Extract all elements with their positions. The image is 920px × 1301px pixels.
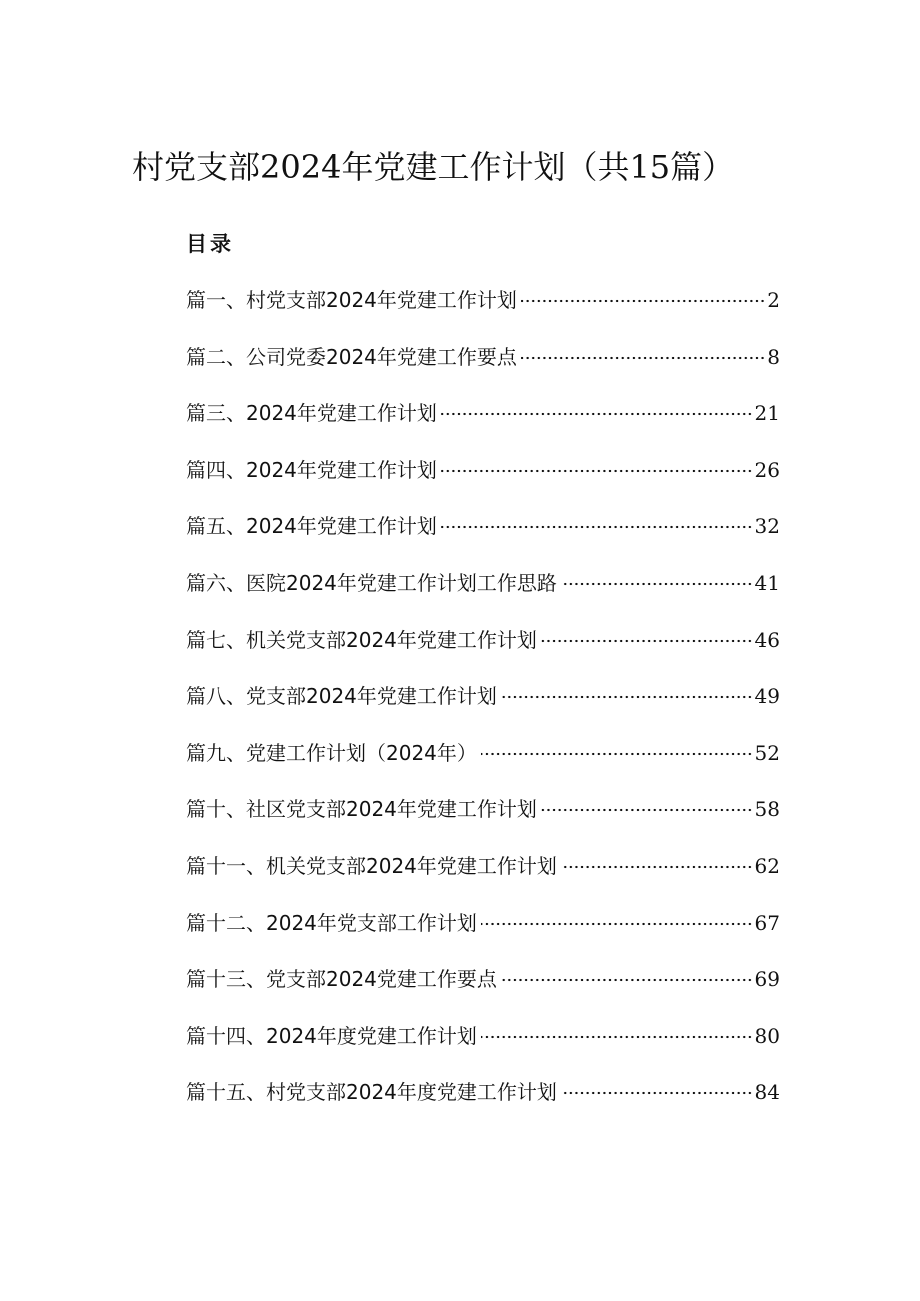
toc-entry-13[interactable] bbox=[186, 959, 780, 1016]
toc-leader-dots bbox=[441, 412, 753, 416]
toc-entry-title: 篇七、机关党支部2024年党建工作计划 bbox=[186, 627, 537, 652]
toc-leader-dots bbox=[541, 808, 753, 812]
toc-leader-dots bbox=[561, 865, 753, 869]
toc-leader-dots bbox=[561, 1091, 753, 1095]
toc-entry-page: 46 bbox=[754, 627, 780, 652]
toc-entry-title: 篇八、党支部2024年党建工作计划 bbox=[186, 684, 497, 709]
toc-entry-5[interactable] bbox=[186, 506, 780, 563]
toc-entry-title: 篇五、2024年党建工作计划 bbox=[186, 514, 437, 539]
toc-entry-14[interactable] bbox=[186, 1016, 780, 1073]
toc-entry-15[interactable] bbox=[186, 1072, 780, 1129]
toc-entry-title: 篇十二、2024年党支部工作计划 bbox=[186, 910, 477, 935]
toc-entry-page: 21 bbox=[754, 401, 780, 426]
toc-entry-2[interactable] bbox=[186, 337, 780, 394]
toc-leader-dots bbox=[441, 469, 753, 473]
toc-entry-4[interactable] bbox=[186, 450, 780, 507]
toc-leader-dots bbox=[481, 922, 753, 926]
toc-leader-dots bbox=[501, 978, 753, 982]
toc-entry-7[interactable] bbox=[186, 620, 780, 677]
toc-entry-title: 篇十四、2024年度党建工作计划 bbox=[186, 1023, 477, 1048]
document-title: 村党支部2024年党建工作计划（共15篇） bbox=[132, 148, 735, 186]
toc-entry-3[interactable] bbox=[186, 393, 780, 450]
toc-entry-11[interactable] bbox=[186, 846, 780, 903]
toc-entry-page: 2 bbox=[767, 288, 780, 312]
toc-entry-10[interactable] bbox=[186, 789, 780, 846]
toc-leader-dots bbox=[541, 639, 753, 643]
toc-entry-page: 32 bbox=[754, 514, 780, 539]
toc-entry-page: 62 bbox=[754, 853, 780, 878]
toc-entry-page: 41 bbox=[754, 570, 780, 595]
toc-entry-title: 篇十五、村党支部2024年度党建工作计划 bbox=[186, 1080, 557, 1105]
toc-entry-page: 49 bbox=[754, 684, 780, 709]
toc-entry-page: 52 bbox=[754, 740, 780, 765]
toc-entry-title: 篇一、村党支部2024年党建工作计划 bbox=[186, 288, 517, 312]
toc-entry-page: 69 bbox=[754, 967, 780, 992]
toc-entry-12[interactable] bbox=[186, 903, 780, 960]
toc-entry-title: 篇九、党建工作计划（2024年） bbox=[186, 740, 477, 765]
toc-entry-title: 篇二、公司党委2024年党建工作要点 bbox=[186, 344, 517, 369]
table-of-contents bbox=[186, 280, 780, 1129]
toc-entry-8[interactable] bbox=[186, 676, 780, 733]
toc-leader-dots bbox=[521, 356, 765, 360]
toc-entry-page: 84 bbox=[754, 1080, 780, 1105]
toc-leader-dots bbox=[481, 1035, 753, 1039]
toc-leader-dots bbox=[561, 582, 753, 586]
toc-entry-page: 80 bbox=[754, 1023, 780, 1048]
toc-entry-page: 26 bbox=[754, 457, 780, 482]
toc-entry-6[interactable] bbox=[186, 563, 780, 620]
toc-leader-dots bbox=[441, 525, 753, 529]
toc-entry-1[interactable] bbox=[186, 280, 780, 337]
toc-entry-page: 8 bbox=[767, 344, 780, 369]
toc-entry-page: 67 bbox=[754, 910, 780, 935]
toc-entry-title: 篇三、2024年党建工作计划 bbox=[186, 401, 437, 426]
toc-entry-page: 58 bbox=[754, 797, 780, 822]
toc-leader-dots bbox=[501, 695, 753, 699]
toc-leader-dots bbox=[521, 299, 765, 303]
toc-entry-title: 篇四、2024年党建工作计划 bbox=[186, 457, 437, 482]
toc-heading: 目录 bbox=[186, 232, 234, 256]
toc-entry-title: 篇十、社区党支部2024年党建工作计划 bbox=[186, 797, 537, 822]
toc-entry-title: 篇十一、机关党支部2024年党建工作计划 bbox=[186, 853, 557, 878]
toc-leader-dots bbox=[481, 752, 753, 756]
toc-entry-title: 篇六、医院2024年党建工作计划工作思路 bbox=[186, 570, 557, 595]
toc-entry-9[interactable] bbox=[186, 733, 780, 790]
toc-entry-title: 篇十三、党支部2024党建工作要点 bbox=[186, 967, 497, 992]
